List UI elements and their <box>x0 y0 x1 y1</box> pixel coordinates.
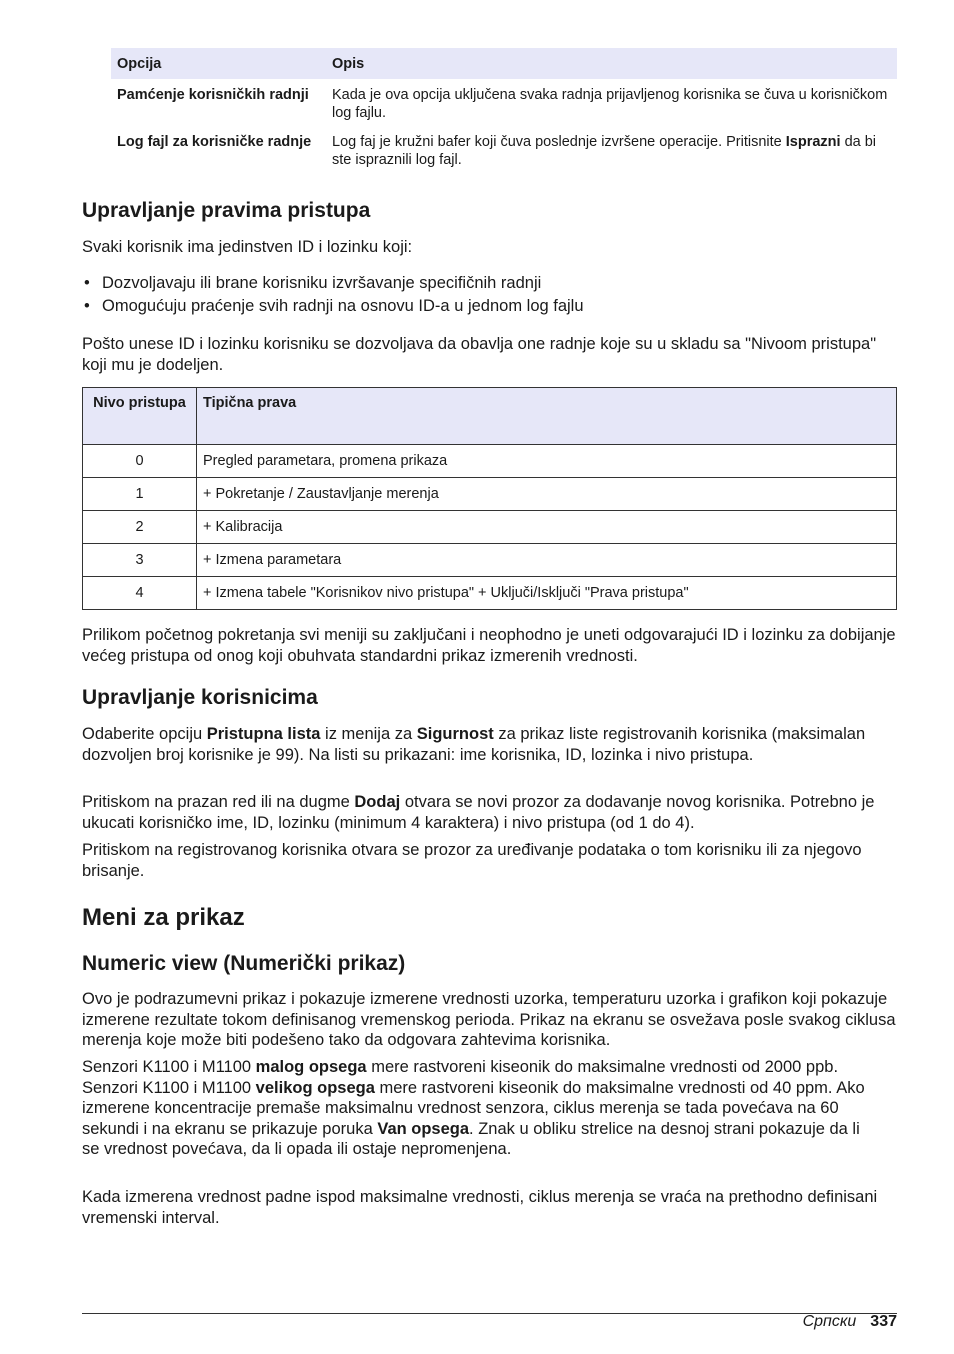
section-title-users: Upravljanje korisnicima <box>82 686 318 709</box>
option-description <box>326 126 897 173</box>
page-number: 337 <box>870 1313 897 1330</box>
display-paragraph-1: Ovo je podrazumevni prikaz i pokazuje izmerene vrednosti uzorka, temperaturu uzorka i grafikon koji pokazuje izmerene rezultate tokom definisanog vremenskog perioda. Prikaz na ekranu se osvežava posle svakog ciklusa merenja koje može biti podešeno tako da odgovara zahtevima korisnika. <box>82 990 896 1049</box>
bold-term: Isprazni <box>785 134 841 150</box>
subsection-title-numeric: Numeric view (Numerički prikaz) <box>82 952 406 975</box>
level-cell: 3 <box>83 544 197 577</box>
display-paragraph-2 <box>82 1057 872 1160</box>
display-paragraph-3: Kada izmerena vrednost padne ispod maksimalne vrednosti, ciklus merenja se vraća na prethodno definisani vremenski interval. <box>82 1188 878 1227</box>
table-row <box>83 445 897 478</box>
bold-term: malog opsega <box>255 1058 367 1076</box>
text-segment: . Znak u obliku strelice na desnoj strani pokazuje da li se vrednost povećava, da li opada ili ostaje nepromenjena. <box>82 1119 860 1158</box>
header-level: Nivo pristupa <box>83 388 197 445</box>
bold-term: Pristupna lista <box>206 725 321 743</box>
header-option: Opcija <box>111 48 326 79</box>
access-after-table: Prilikom početnog pokretanja svi meniji su zaključani i neophodno je uneti odgovarajući ID i lozinku za dobijanje većeg pristupa od onog koji obuhvata standardni prikaz izmerenih vrednosti. <box>82 626 896 665</box>
text-segment: mere rastvoreni kiseonik do maksimalne vrednosti od 40 ppm. Ako izmerene koncentracije premaše maksimalnu vrednost senzora, ciklus merenja se tada povećava na 60 sekundi i na ekranu se prikazuje poruka <box>82 1078 865 1138</box>
section-title-access: Upravljanje pravima pristupa <box>82 199 371 222</box>
text-segment: Odaberite opciju <box>82 725 207 743</box>
bold-term: Van opsega <box>377 1119 470 1138</box>
list-item: • Omogućuju praćenje svih radnji na osnovu ID-a u jednom log fajlu <box>82 295 584 318</box>
users-paragraph-1 <box>82 724 898 765</box>
option-name: Pamćenje korisničkih radnji <box>117 87 309 103</box>
text-segment: za prikaz liste registrovanih korisnika (maksimalan dozvoljen broj korisnike je 99). Na listi su prikazani: ime korisnika, ID, lozinka i nivo pristupa. <box>82 725 866 764</box>
users-paragraph-2 <box>82 792 898 833</box>
level-cell: 2 <box>83 511 197 544</box>
rights-cell: Pregled parametara, promena prikaza <box>197 445 897 478</box>
access-paragraph: Pošto unese ID i lozinku korisniku se dozvoljava da obavlja one radnje koje su u skladu sa "Nivoom pristupa" koji mu je dodeljen. <box>82 335 877 374</box>
option-name: Log fajl za korisničke radnje <box>117 134 312 150</box>
bold-term: Dodaj <box>354 793 401 811</box>
access-intro: Svaki korisnik ima jedinstven ID i lozinku koji: <box>82 238 413 256</box>
table-row <box>83 577 897 610</box>
footer-language: Српски <box>802 1313 857 1330</box>
text-segment: da bi ste ispraznili log fajl. <box>332 134 877 168</box>
section-title-display: Meni za prikaz <box>82 904 245 931</box>
table-row <box>83 478 897 511</box>
level-cell: 4 <box>83 577 197 610</box>
table-row <box>111 79 897 126</box>
rights-cell: + Kalibracija <box>197 511 897 544</box>
bold-term: velikog opsega <box>255 1078 375 1097</box>
text-segment: iz menija za <box>320 725 417 743</box>
text-segment: Senzori K1100 i M1100 <box>82 1058 256 1076</box>
access-bullet-list <box>82 272 584 318</box>
text-segment: otvara se novi prozor za dodavanje novog korisnika. Potrebno je ukucati korisničko ime, ID, lozinku (minimum 4 karaktera) i nivo pristupa (od 1 do 4). <box>82 793 875 832</box>
options-table <box>111 48 897 173</box>
users-paragraph-3: Pritiskom na registrovanog korisnika otvara se prozor za uređivanje podataka o tom korisniku ili za njegovo brisanje. <box>82 841 862 880</box>
access-table-header <box>83 388 897 445</box>
table-row <box>83 511 897 544</box>
access-level-table <box>82 387 897 610</box>
page-footer <box>803 1312 897 1332</box>
level-cell: 1 <box>83 478 197 511</box>
rights-cell: + Izmena tabele "Korisnikov nivo pristupa" + Uključi/Isključi "Prava pristupa" <box>197 577 897 610</box>
options-table-header <box>111 48 897 79</box>
header-description: Opis <box>326 48 897 79</box>
list-item: • Dozvoljavaju ili brane korisniku izvršavanje specifičnih radnji <box>82 272 584 295</box>
rights-cell: + Pokretanje / Zaustavljanje merenja <box>197 478 897 511</box>
table-row <box>83 544 897 577</box>
text-segment: Pritiskom na prazan red ili na dugme <box>82 793 355 811</box>
text-segment: mere rastvoreni kiseonik do maksimalne vrednosti od 2000 ppb. Senzori K1100 i M1100 <box>82 1058 839 1097</box>
level-cell: 0 <box>83 445 197 478</box>
option-description: Kada je ova opcija uključena svaka radnja prijavljenog korisnika se čuva u korisničkom log fajlu. <box>332 87 888 121</box>
footer-divider <box>82 1313 897 1314</box>
table-row <box>111 126 897 173</box>
bold-term: Sigurnost <box>416 725 494 743</box>
rights-cell: + Izmena parametara <box>197 544 897 577</box>
text-segment: Log faj je kružni bafer koji čuva poslednje izvršene operacije. Pritisnite <box>332 134 786 150</box>
header-rights: Tipična prava <box>197 388 897 445</box>
